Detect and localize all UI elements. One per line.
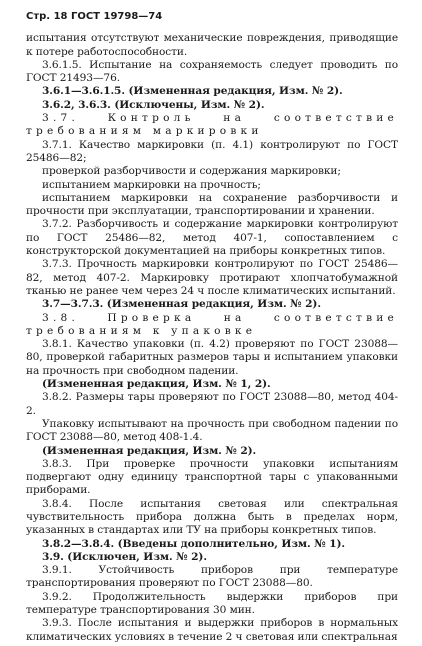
paragraph: 3.8.4. После испытания световая или спектральная чувствительность прибора должна быть в пределах норм, указанных в стандартах или ТУ на приборы конкретных типов. [26, 497, 398, 537]
paragraph: Упаковку испытывают на прочность при свободном падении по ГОСТ 23088—80, метод 408-1.4. [26, 417, 398, 444]
paragraph: 3.7.2. Разборчивость и содержание маркировки контролируют по ГОСТ 25486—82, метод 407-1, сопоставлением с конструкторской документацией на приборы конкретных типов. [26, 218, 398, 258]
paragraph: испытанием маркировки на прочность; [42, 178, 261, 191]
paragraph: 3.8.1. Качество упаковки (п. 4.2) проверяют по ГОСТ 23088—80, проверкой габаритных размеров тары и испытанием упаковки на прочность при свободном падении. [26, 338, 398, 377]
paragraph: 3.8.2. Размеры тары проверяют по ГОСТ 23088—80, метод 404-2. [26, 391, 398, 417]
paragraph: испытания отсутствуют механические повреждения, приводящие к потере работоспособности. [26, 32, 398, 58]
paragraph: 3.9.3. После испытания и выдержки приборов в нормальных климатических условиях в течение 2 ч световая или спектральная [26, 617, 398, 643]
paragraph: 3.6.1.5. Испытание на сохраняемость следует проводить по ГОСТ 21493—76. [26, 58, 398, 85]
paragraph: (Измененная редакция, Изм. № 2). [42, 444, 257, 457]
paragraph: 3.7.3. Прочность маркировки контролируют по ГОСТ 25486—82, метод 407-2. Маркировку протирают хлопчатобумажной тканью не ранее чем через 24 ч после климатических испытаний. [26, 258, 398, 297]
paragraph: испытанием маркировки на сохранение разборчивости и прочности при эксплуатации, транспортировании и хранении. [26, 191, 398, 218]
paragraph: 3.7—3.7.3. (Измененная редакция, Изм. № 2). [42, 298, 321, 311]
paragraph: 3.9. (Исключен, Изм. № 2). [42, 550, 207, 563]
paragraph: 3.7.1. Качество маркировки (п. 4.1) контролируют по ГОСТ 25486—82; [26, 138, 398, 164]
document-body [26, 32, 398, 644]
section-heading: 3.7. Контроль на соответствие требованиям маркировки [26, 112, 398, 138]
paragraph: 3.9.2. Продолжительность выдержки приборов при температуре транспортирования 30 мин. [26, 590, 398, 617]
paragraph: 3.6.2, 3.6.3. (Исключены, Изм. № 2). [42, 98, 265, 111]
paragraph: 3.9.1. Устойчивость приборов при температуре транспортирования проверяют по ГОСТ 23088—80. [26, 564, 398, 590]
section-heading: 3.8. Проверка на соответствие требованиям к упаковке [26, 311, 398, 337]
paragraph: проверкой разборчивости и содержания маркировки; [42, 165, 341, 178]
paragraph: (Измененная редакция, Изм. № 1, 2). [42, 378, 271, 391]
paragraph: 3.6.1—3.6.1.5. (Измененная редакция, Изм. № 2). [42, 85, 343, 98]
page-header: Стр. 18 ГОСТ 19798—74 [26, 11, 163, 22]
paragraph: 3.8.3. При проверке прочности упаковки испытаниям подвергают одну единицу транспортной тары с упакованными приборами. [26, 457, 398, 497]
paragraph: 3.8.2—3.8.4. (Введены дополнительно, Изм. № 1). [42, 537, 345, 550]
